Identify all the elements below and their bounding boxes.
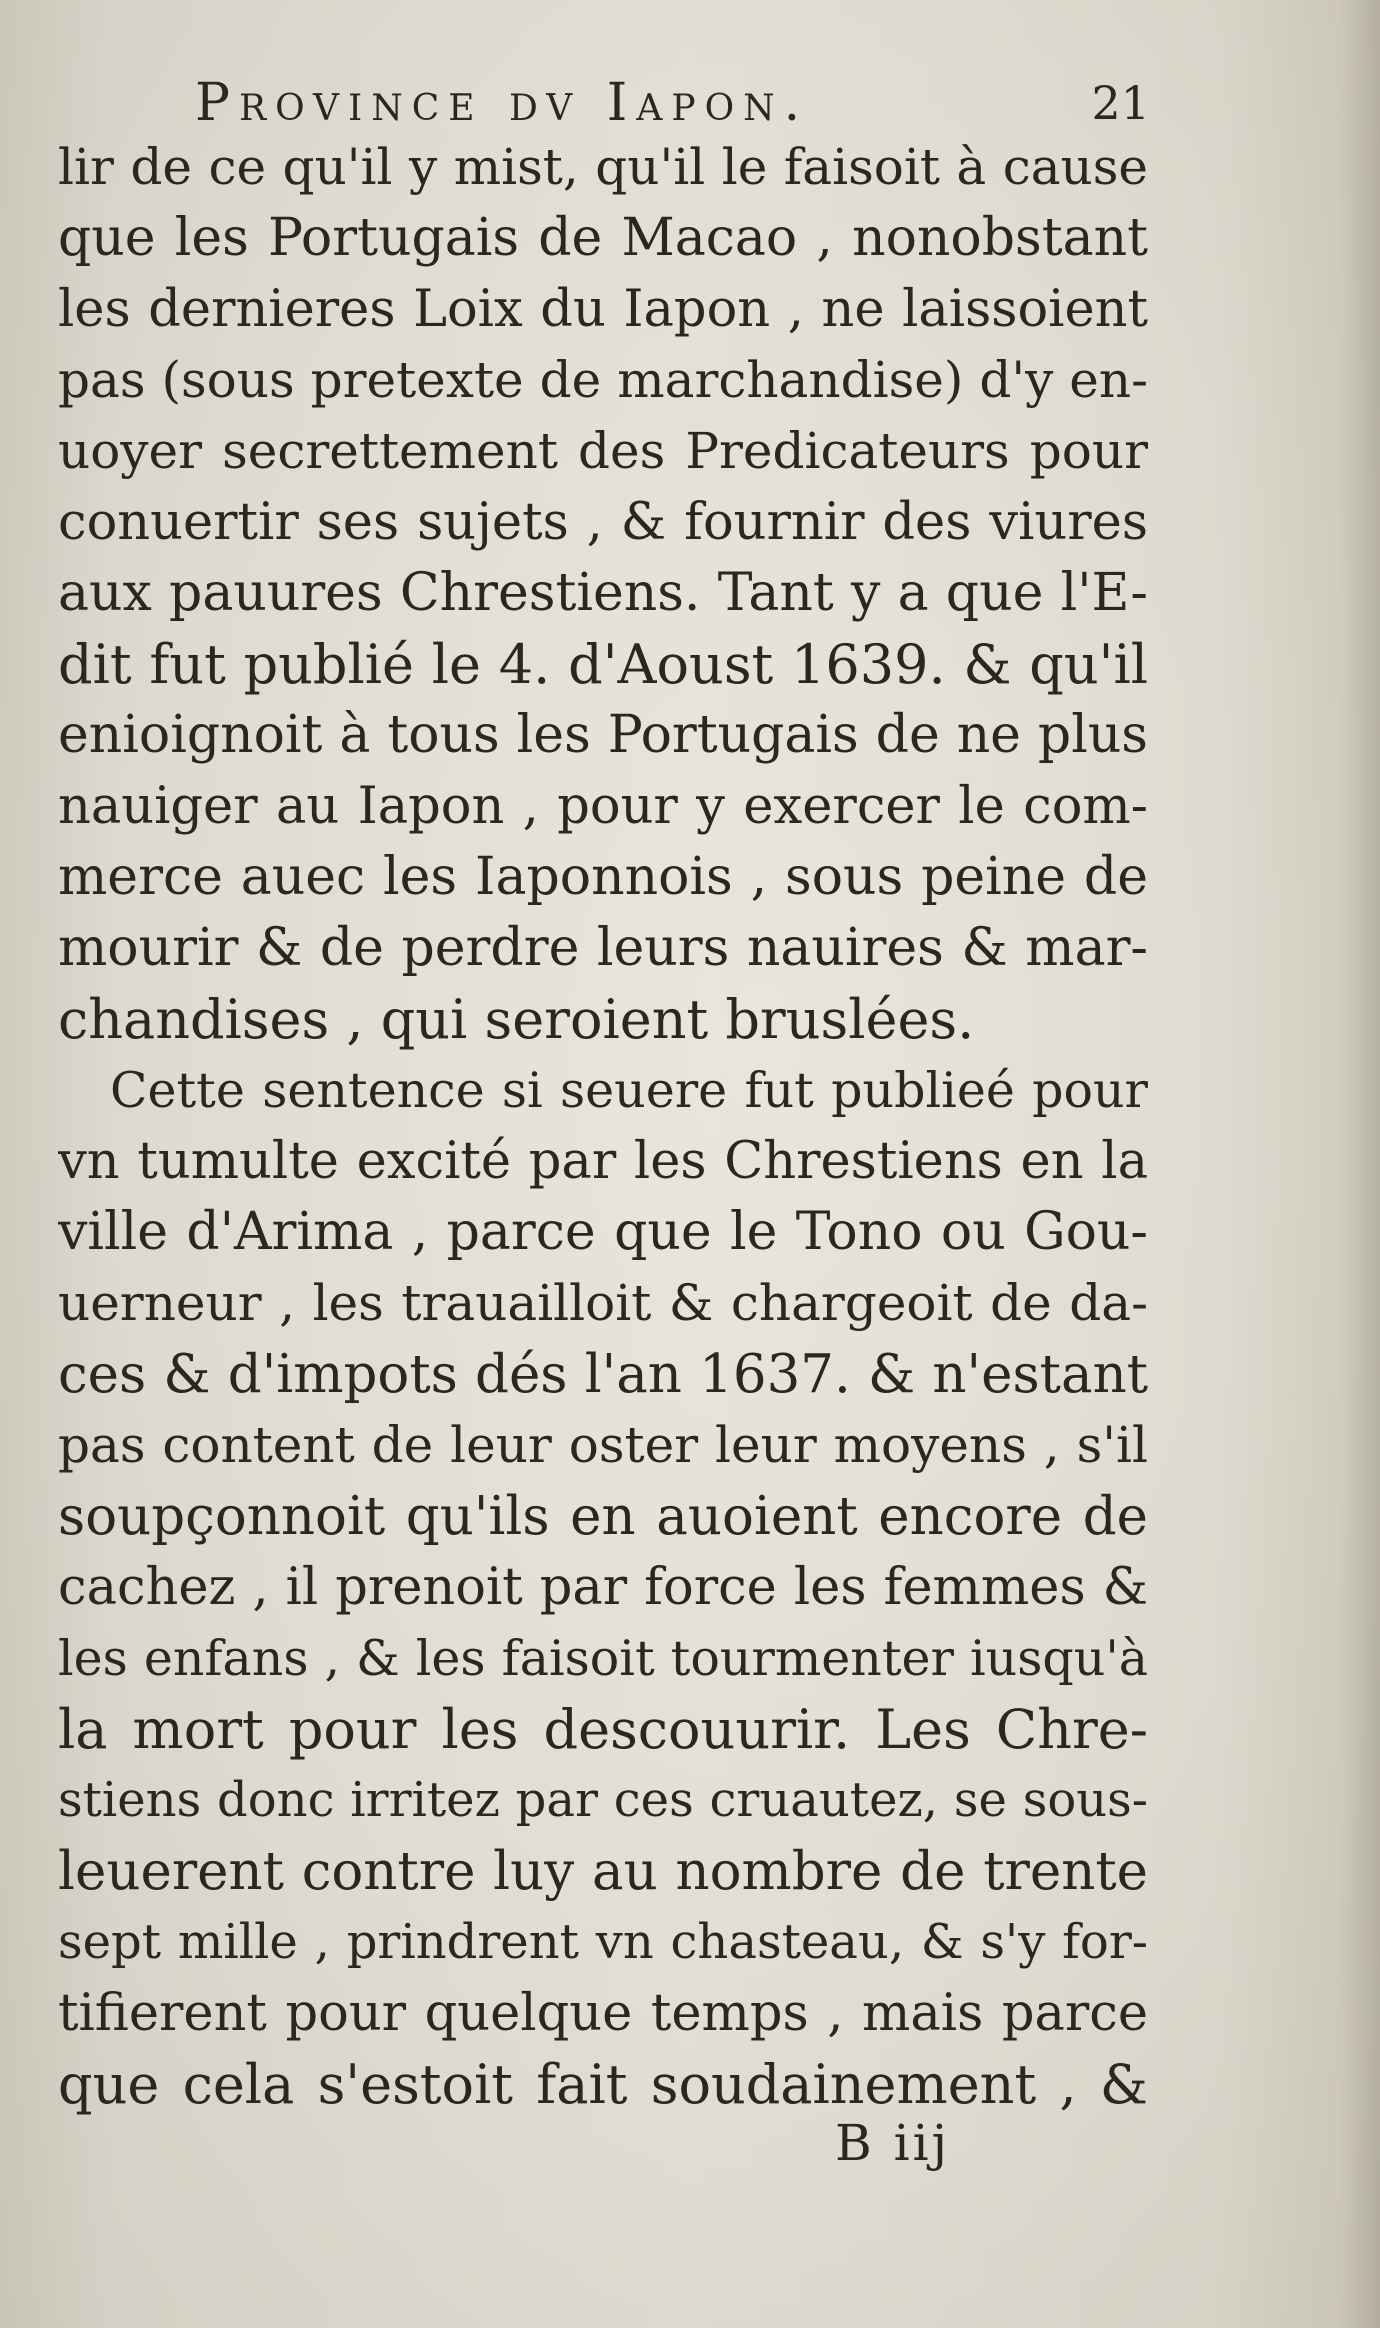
text-line: enioignoit à tous les Portugais de ne plus <box>58 705 1148 765</box>
text-line: merce auec les Iaponnois , sous peine de <box>58 847 1148 907</box>
running-head <box>195 68 1150 138</box>
text-line: uerneur , les trauailloit & chargeoit de da- <box>58 1274 1148 1332</box>
text-line: aux pauures Chrestiens. Tant y a que l'E- <box>58 563 1148 623</box>
text-line: la mort pour les descouurir. Les Chre- <box>58 1698 1148 1761</box>
running-title: Province dv Iapon. <box>195 73 810 133</box>
text-line: lir de ce qu'il y mist, qu'il le faisoit à cause <box>58 138 1148 196</box>
text-line: ville d'Arima , parce que le Tono ou Gou- <box>58 1202 1148 1262</box>
signature-mark: B iij <box>835 2114 951 2172</box>
text-line: vn tumulte excité par les Chrestiens en la <box>58 1132 1148 1191</box>
text-line: leuerent contre luy au nombre de trente <box>58 1841 1148 1902</box>
text-line: tifierent pour quelque temps , mais parce <box>58 1984 1148 2043</box>
text-line: que cela s'estoit fait soudainement , & <box>58 2053 1148 2116</box>
text-line: mourir & de perdre leurs nauires & mar- <box>58 918 1148 978</box>
text-line: pas (sous pretexte de marchandise) d'y en- <box>58 351 1148 409</box>
text-line: cachez , il prenoit par force les femmes & <box>58 1558 1148 1617</box>
text-line: pas content de leur oster leur moyens , s'il <box>58 1416 1148 1474</box>
text-line: chandises , qui seroient bruslées. <box>58 988 975 1051</box>
text-line: uoyer secrettement des Predicateurs pour <box>58 422 1148 480</box>
text-line: sept mille , prindrent vn chasteau, & s'y for- <box>58 1914 1148 1970</box>
text-line: les dernieres Loix du Iapon , ne laissoient <box>58 280 1148 339</box>
text-line: nauiger au Iapon , pour y exercer le com- <box>58 777 1148 836</box>
text-line: conuertir ses sujets , & fournir des viures <box>58 493 1148 552</box>
text-line: les enfans , & les faisoit tourmenter iusqu'à <box>58 1630 1148 1687</box>
text-line: Cette sentence si seuere fut publieé pour <box>110 1062 1148 1119</box>
text-line: dit fut publié le 4. d'Aoust 1639. & qu'il <box>58 633 1148 696</box>
text-line: que les Portugais de Macao , nonobstant <box>58 208 1148 268</box>
text-line: soupçonnoit qu'ils en auoient encore de <box>58 1486 1148 1547</box>
text-line: stiens donc irritez par ces cruautez, se sous- <box>58 1772 1148 1828</box>
page-number: 21 <box>1091 76 1150 130</box>
body-text <box>58 132 1148 2120</box>
text-line: ces & d'impots dés l'an 1637. & n'estant <box>58 1344 1148 1405</box>
